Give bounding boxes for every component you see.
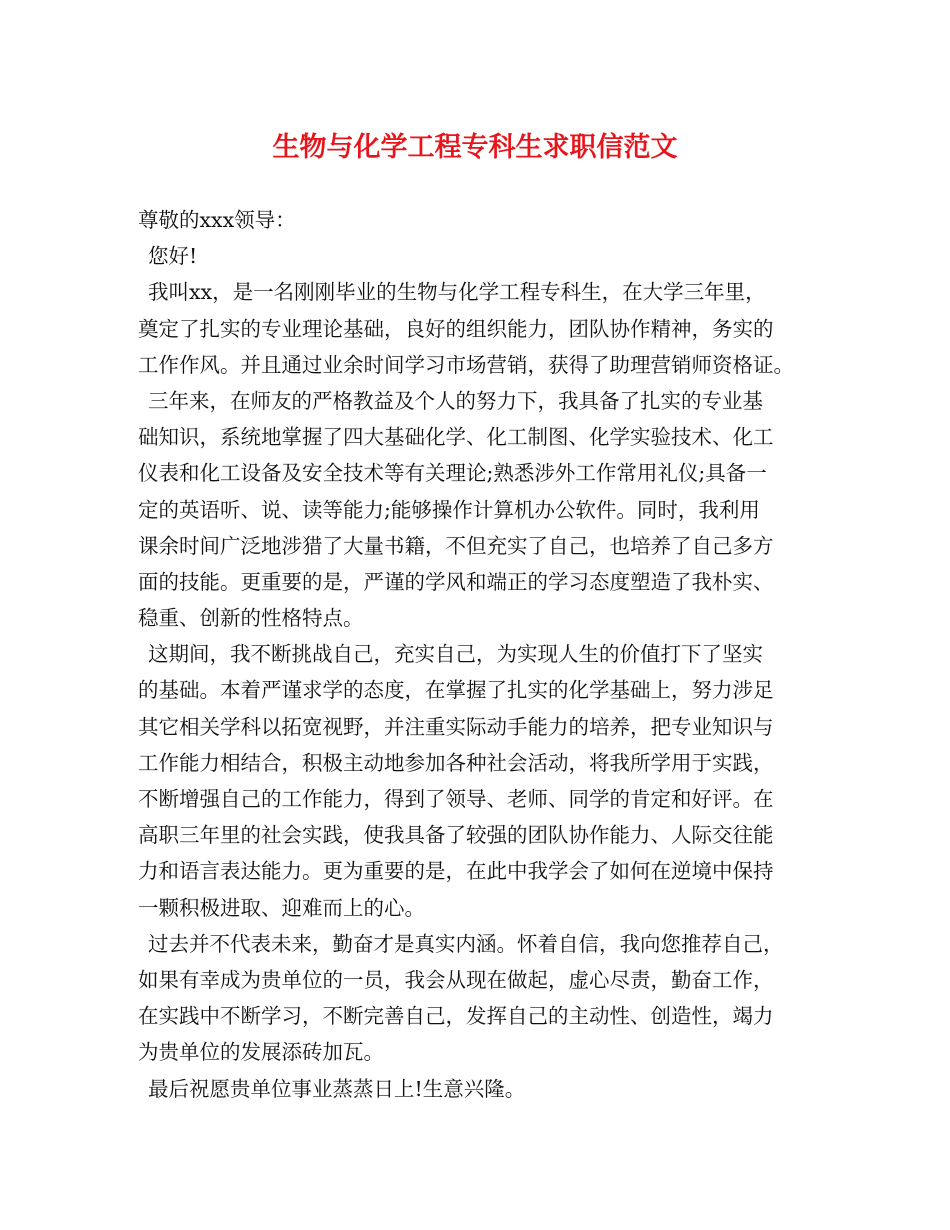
body-line: 为贵单位的发展添砖加瓦。 bbox=[138, 1040, 384, 1065]
body-line: 其它相关学科以拓宽视野，并注重实际动手能力的培养，把专业知识与 bbox=[138, 714, 774, 739]
body-line: 不断增强自己的工作能力，得到了领导、老师、同学的肯定和好评。在 bbox=[138, 787, 774, 811]
body-line: 础知识，系统地掌握了四大基础化学、化工制图、化学实验技术、化工 bbox=[138, 425, 774, 450]
document-title: 生物与化学工程专科生求职信范文 bbox=[272, 132, 678, 163]
body-line: 稳重、创新的性格特点。 bbox=[138, 606, 364, 631]
body-line: 在实践中不断学习，不断完善自己，发挥自己的主动性、创造性，竭力 bbox=[138, 1004, 774, 1029]
body-line: 仪表和化工设备及安全技术等有关理论;熟悉涉外工作常用礼仪;具备一 bbox=[138, 461, 767, 486]
body-line: 过去并不代表未来，勤奋才是真实内涵。怀着自信，我向您推荐自己， bbox=[148, 931, 784, 956]
closing-line: 最后祝愿贵单位事业蒸蒸日上!生意兴隆。 bbox=[148, 1076, 526, 1101]
body-line: 定的英语听、说、读等能力;能够操作计算机办公软件。同时，我利用 bbox=[138, 497, 760, 522]
body-line: 面的技能。更重要的是，严谨的学风和端正的学习态度塑造了我朴实、 bbox=[138, 569, 774, 594]
body-line: 高职三年里的社会实践，使我具备了较强的团队协作能力、人际交往能 bbox=[138, 823, 774, 848]
greeting-line: 您好! bbox=[148, 244, 198, 269]
salutation-line: 尊敬的xxx领导： bbox=[138, 208, 296, 232]
body-line: 我叫xx，是一名刚刚毕业的生物与化学工程专科生，在大学三年里， bbox=[148, 280, 766, 305]
body-line: 的基础。本着严谨求学的态度，在掌握了扎实的化学基础上，努力涉足 bbox=[138, 678, 774, 703]
body-line: 工作作风。并且通过业余时间学习市场营销，获得了助理营销师资格证。 bbox=[138, 352, 794, 377]
body-line: 如果有幸成为贵单位的一员，我会从现在做起，虚心尽责，勤奋工作， bbox=[138, 967, 774, 992]
body-line: 三年来，在师友的严格教益及个人的努力下，我具备了扎实的专业基 bbox=[148, 388, 763, 413]
body-line: 奠定了扎实的专业理论基础，良好的组织能力，团队协作精神，务实的 bbox=[138, 316, 774, 341]
body-line: 一颗积极进取、迎难而上的心。 bbox=[138, 895, 425, 920]
letter-body bbox=[138, 202, 818, 1107]
body-line: 工作能力相结合，积极主动地参加各种社会活动，将我所学用于实践， bbox=[138, 750, 774, 775]
body-line: 这期间，我不断挑战自己，充实自己，为实现人生的价值打下了坚实 bbox=[148, 642, 763, 667]
body-line: 力和语言表达能力。更为重要的是，在此中我学会了如何在逆境中保持 bbox=[138, 859, 774, 884]
body-line: 课余时间广泛地涉猎了大量书籍，不但充实了自己，也培养了自己多方 bbox=[138, 533, 774, 558]
